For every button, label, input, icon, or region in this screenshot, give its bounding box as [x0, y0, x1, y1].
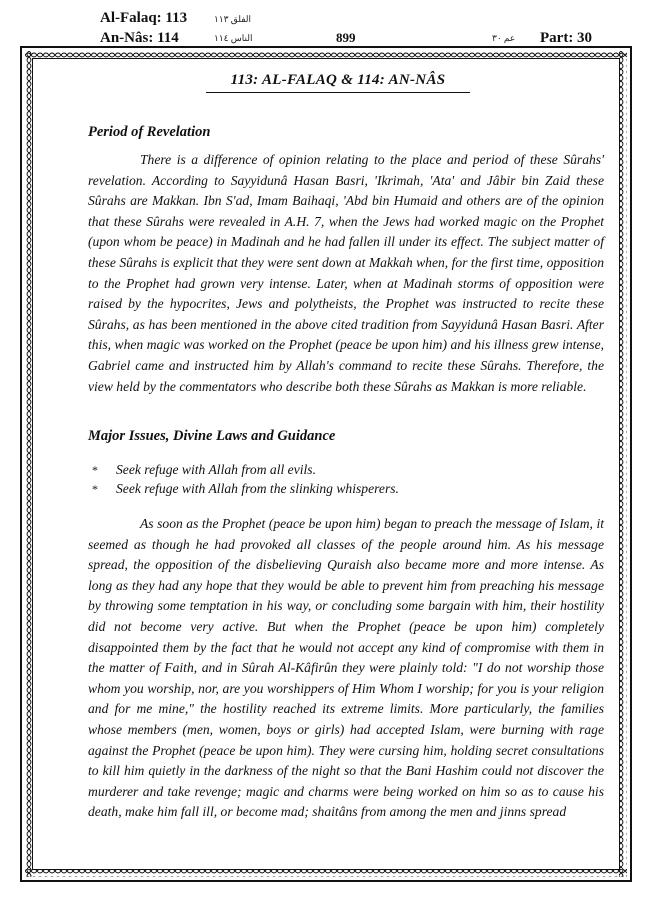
section-heading-revelation: Period of Revelation: [88, 124, 211, 140]
page-number: 899: [336, 30, 356, 45]
title-underline: [206, 92, 470, 93]
surah-label-nas: An-Nâs: 114: [100, 30, 179, 46]
page-content: [68, 72, 608, 872]
main-paragraph: As soon as the Prophet (peace be upon him) began to preach the message of Islam, it seemed as though he had provoked all classes of the people around him. As his message spread, the opposition of the disbelieving Quraish also became more and more intense. As long as they had any hope that they would be able to prevent him from preaching his message by throwing some temptation in his way, or concluding some bargain with him, their hostility did not become very active. But when the Prophet (peace be upon him) completely disappointed them by the fact that he would not accept any kind of compromise with them in the matter of Faith, and in Sûrah Al-Kâfirûn they were plainly told: "I do not worship those whom you worship, nor, are you worshippers of Him Whom I worship; for you is your religion and for me mine," the hostility reached its extreme limits. More particularly, the families whose members (men, women, boys or girls) had accepted Islam, were burning with rage against the Prophet (peace be upon him). They were cursing him, holding secret consultations to kill him quietly in the darkness of the night so that the Bani Hashim could not discover the murderer and take revenge; magic and charms were being worked on him so as to cause his death, make him fall ill, or become mad; shaitâns from among the men and jinns spread: [88, 516, 604, 820]
surah-label-falaq-arabic: الفلق ١١٣: [214, 14, 252, 24]
list-item: * Seek refuge with Allah from all evils.: [86, 460, 586, 479]
part-arabic: عم ٣٠: [492, 33, 516, 43]
list-item: * Seek refuge with Allah from the slinking whisperers.: [86, 479, 586, 498]
guidance-list: [86, 460, 586, 498]
page-title: 113: AL-FALAQ & 114: AN-NÂS: [230, 72, 446, 88]
part-label: Part: 30: [540, 30, 593, 46]
surah-label-nas-arabic: الناس ١١٤: [214, 33, 253, 43]
page-header: [0, 6, 655, 46]
bullet-star-icon: *: [92, 482, 98, 496]
bullet-star-icon: *: [92, 463, 98, 477]
revelation-paragraph: There is a difference of opinion relating to the place and period of these Sûrahs' revelation. According to Sayyidunâ Hasan Basri, 'Ikrimah, 'Ata' and Jâbir bin Zaid these Sûrahs are Makkan. Ibn S'ad, Imam Baihaqi, 'Abd bin Humaid and others are of the opinion that these Sûrahs were revealed in A.H. 7, when the Jews had worked magic on the Prophet (upon whom be peace) in Madinah and he had fallen ill under its effect. The subject matter of these Sûrahs is explicit that they were sent down at Makkah when, for the first time, opposition to the Prophet had grown very intense. Later, when at Madinah storms of opposition were raised by the hypocrites, Jews and polytheists, the Prophet was instructed to recite these Sûrahs, as has been mentioned in the above cited tradition from Sayyidunâ Hasan Basri. After this, when magic was worked on the Prophet (peace be upon him) and his illness grew intense, Gabriel came and instructed him by Allah's command to recite these Sûrahs. Therefore, the view held by the commentators who describe both these Sûrahs as Makkan is more reliable.: [88, 152, 604, 394]
surah-label-falaq: Al-Falaq: 113: [100, 10, 188, 26]
section-heading-issues: Major Issues, Divine Laws and Guidance: [88, 428, 336, 444]
